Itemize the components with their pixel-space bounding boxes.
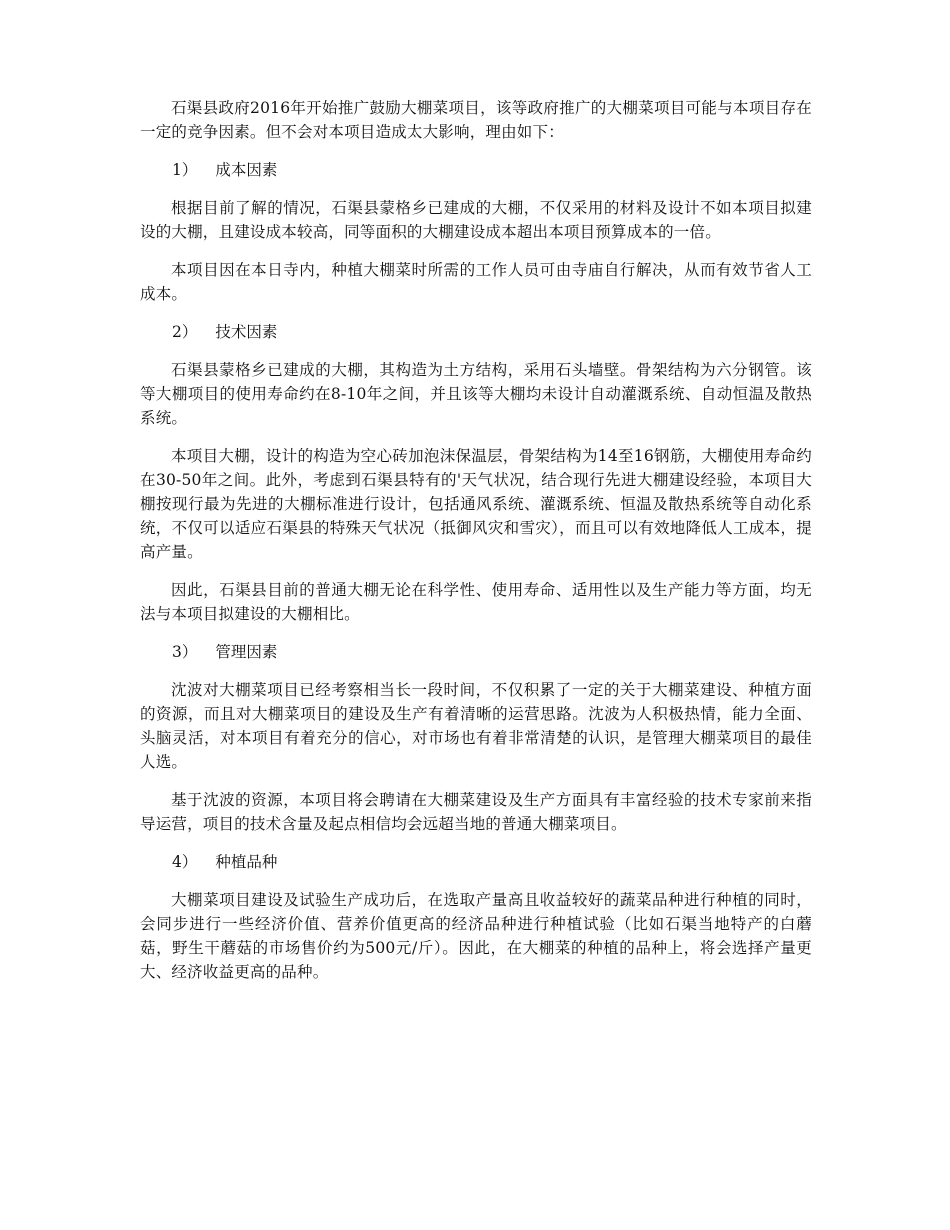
section-number: 4） — [172, 853, 198, 871]
section-heading-varieties — [140, 850, 812, 874]
section-title: 管理因素 — [215, 643, 278, 661]
section-heading-cost — [140, 158, 812, 182]
cost-paragraph-1: 根据目前了解的情况，石渠县蒙格乡已建成的大棚，不仅采用的材料及设计不如本项目拟建设的大棚，且建设成本较高，同等面积的大棚建设成本超出本项目预算成本的一倍。 — [140, 199, 812, 241]
management-paragraph-2: 基于沈波的资源，本项目将会聘请在大棚菜建设及生产方面具有丰富经验的技术专家前来指导运营，项目的技术含量及起点相信均会远超当地的普通大棚菜项目。 — [140, 791, 812, 833]
section-heading-management — [140, 640, 812, 664]
section-heading-technology — [140, 320, 812, 344]
intro-paragraph: 石渠县政府2016年开始推广鼓励大棚菜项目，该等政府推广的大棚菜项目可能与本项目存在一定的竞争因素。但不会对本项目造成太大影响，理由如下： — [140, 99, 812, 141]
section-number: 1） — [172, 161, 198, 179]
document-body — [140, 96, 812, 998]
section-number: 3） — [172, 643, 198, 661]
varieties-paragraph: 大棚菜项目建设及试验生产成功后，在选取产量高且收益较好的蔬菜品种进行种植的同时，会同步进行一些经济价值、营养价值更高的经济品种进行种植试验（比如石渠当地特产的白蘑菇，野生干蘑菇的市场售价约为500元/斤）。因此，在大棚菜的种植的品种上，将会选择产量更大、经济收益更高的品种。 — [140, 891, 812, 981]
technology-paragraph-2: 本项目大棚，设计的构造为空心砖加泡沫保温层，骨架结构为14至16钢筋，大棚使用寿命约在30-50年之间。此外，考虑到石渠县特有的'天气状况，结合现行先进大棚建设经验，本项目大棚按现行最为先进的大棚标准进行设计，包括通风系统、灌溉系统、恒温及散热系统等自动化系统，不仅可以适应石渠县的特殊天气状况（抵御风灾和雪灾），而且可以有效地降低人工成本，提高产量。 — [140, 447, 812, 561]
technology-paragraph-1: 石渠县蒙格乡已建成的大棚，其构造为土方结构，采用石头墙壁。骨架结构为六分钢管。该等大棚项目的使用寿命约在8-10年之间，并且该等大棚均未设计自动灌溉系统、自动恒温及散热系统。 — [140, 361, 812, 427]
section-title: 技术因素 — [215, 323, 278, 341]
section-number: 2） — [172, 323, 198, 341]
section-title: 种植品种 — [215, 853, 278, 871]
management-paragraph-1: 沈波对大棚菜项目已经考察相当长一段时间，不仅积累了一定的关于大棚菜建设、种植方面的资源，而且对大棚菜项目的建设及生产有着清晰的运营思路。沈波为人积极热情，能力全面、头脑灵活，对本项目有着充分的信心，对市场也有着非常清楚的认识，是管理大棚菜项目的最佳人选。 — [140, 681, 812, 771]
section-title: 成本因素 — [215, 161, 278, 179]
cost-paragraph-2: 本项目因在本日寺内，种植大棚菜时所需的工作人员可由寺庙自行解决，从而有效节省人工成本。 — [140, 261, 812, 303]
technology-paragraph-3: 因此，石渠县目前的普通大棚无论在科学性、使用寿命、适用性以及生产能力等方面，均无法与本项目拟建设的大棚相比。 — [140, 581, 812, 623]
